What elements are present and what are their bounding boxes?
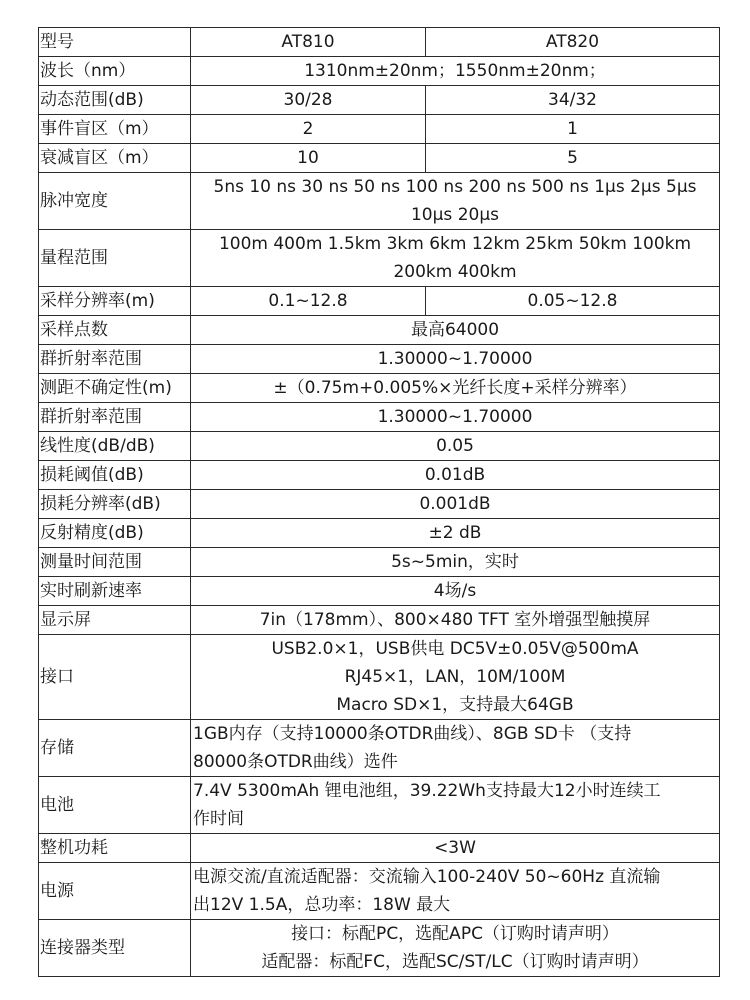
- value-line: USB2.0×1，USB供电 DC5V±0.05V@500mA: [271, 639, 639, 659]
- row-label: 接口: [39, 635, 191, 720]
- cell-value: 1.30000~1.70000: [191, 403, 720, 432]
- row-display: [39, 606, 720, 635]
- cell-at810: 0.1~12.8: [191, 287, 426, 316]
- row-label: 存储: [39, 720, 191, 777]
- value-line: 7.4V 5300mAh 锂电池组，39.22Wh支持最大12小时连续工: [193, 781, 661, 801]
- row-label: 测距不确定性(m): [39, 374, 191, 403]
- cell-value: <3W: [191, 834, 720, 863]
- row-label: 反射精度(dB): [39, 519, 191, 548]
- row-label: 整机功耗: [39, 834, 191, 863]
- row-label: 衰减盲区（m）: [39, 144, 191, 173]
- row-label: 损耗分辨率(dB): [39, 490, 191, 519]
- row-group-index: [39, 345, 720, 374]
- row-label: 脉冲宽度: [39, 173, 191, 230]
- row-label: 事件盲区（m）: [39, 115, 191, 144]
- cell-at820: 34/32: [426, 86, 720, 115]
- value-line: 接口：标配PC，选配APC（订购时请声明）: [291, 924, 619, 944]
- row-loss-resolution: [39, 490, 720, 519]
- value-line: RJ45×1，LAN，10M/100M: [344, 667, 566, 687]
- row-label: 测量时间范围: [39, 548, 191, 577]
- cell-value: 0.01dB: [191, 461, 720, 490]
- cell-at810: 30/28: [191, 86, 426, 115]
- row-model: [39, 28, 720, 57]
- row-refresh-rate: [39, 577, 720, 606]
- cell-value: [191, 863, 720, 920]
- cell-value: 最高64000: [191, 316, 720, 345]
- cell-value: ±2 dB: [191, 519, 720, 548]
- cell-value: ±（0.75m+0.005%×光纤长度+采样分辨率）: [191, 374, 720, 403]
- row-storage: [39, 720, 720, 777]
- value-line: 作时间: [193, 809, 244, 829]
- row-sampling-points: [39, 316, 720, 345]
- row-label: 量程范围: [39, 230, 191, 287]
- cell-value: [191, 720, 720, 777]
- row-label: 型号: [39, 28, 191, 57]
- value-line: 10μs 20μs: [410, 205, 499, 225]
- cell-value: 0.05: [191, 432, 720, 461]
- row-battery: [39, 777, 720, 834]
- cell-value: [191, 230, 720, 287]
- cell-value: [191, 635, 720, 720]
- cell-value: 4场/s: [191, 577, 720, 606]
- row-label: 损耗阈值(dB): [39, 461, 191, 490]
- value-line: 出12V 1.5A，总功率：18W 最大: [193, 895, 451, 915]
- value-line: 200km 400km: [393, 262, 517, 282]
- row-label: 群折射率范围: [39, 403, 191, 432]
- cell-at820: 5: [426, 144, 720, 173]
- row-loss-threshold: [39, 461, 720, 490]
- spec-table: [38, 27, 720, 977]
- row-pulse-width: [39, 173, 720, 230]
- row-wavelength: [39, 57, 720, 86]
- row-reflection-accuracy: [39, 519, 720, 548]
- value-line: 电源交流/直流适配器：交流输入100-240V 50~60Hz 直流输: [193, 867, 661, 887]
- row-range: [39, 230, 720, 287]
- value-line: 适配器：标配FC，选配SC/ST/LC（订购时请声明）: [261, 952, 649, 972]
- cell-value: 1.30000~1.70000: [191, 345, 720, 374]
- cell-value: 7in（178mm）、800×480 TFT 室外增强型触摸屏: [191, 606, 720, 635]
- row-dynamic-range: [39, 86, 720, 115]
- cell-at810: 2: [191, 115, 426, 144]
- cell-value: 1310nm±20nm；1550nm±20nm；: [191, 57, 720, 86]
- row-label: 波长（nm）: [39, 57, 191, 86]
- cell-value: [191, 777, 720, 834]
- cell-value: [191, 173, 720, 230]
- row-label: 显示屏: [39, 606, 191, 635]
- row-power-supply: [39, 863, 720, 920]
- row-label: 采样点数: [39, 316, 191, 345]
- row-connector-type: [39, 920, 720, 977]
- row-event-dead-zone: [39, 115, 720, 144]
- row-label: 动态范围(dB): [39, 86, 191, 115]
- row-label: 连接器类型: [39, 920, 191, 977]
- row-sampling-resolution: [39, 287, 720, 316]
- value-line: 5ns 10 ns 30 ns 50 ns 100 ns 200 ns 500 ns 1μs 2μs 5μs: [213, 177, 697, 197]
- cell-at810: 10: [191, 144, 426, 173]
- row-label: 电源: [39, 863, 191, 920]
- row-attenuation-dead-zone: [39, 144, 720, 173]
- value-line: 1GB内存（支持10000条OTDR曲线）、8GB SD卡 （支持: [193, 724, 632, 744]
- row-distance-uncertainty: [39, 374, 720, 403]
- row-power-consumption: [39, 834, 720, 863]
- row-label: 群折射率范围: [39, 345, 191, 374]
- row-linearity: [39, 432, 720, 461]
- row-label: 实时刷新速率: [39, 577, 191, 606]
- row-label: 电池: [39, 777, 191, 834]
- cell-at820: AT820: [426, 28, 720, 57]
- value-line: Macro SD×1，支持最大64GB: [336, 695, 574, 715]
- cell-at810: AT810: [191, 28, 426, 57]
- value-line: 100m 400m 1.5km 3km 6km 12km 25km 50km 100km: [218, 234, 692, 254]
- row-measurement-time: [39, 548, 720, 577]
- row-interfaces: [39, 635, 720, 720]
- cell-at820: 1: [426, 115, 720, 144]
- value-line: 80000条OTDR曲线）选件: [193, 752, 398, 772]
- row-label: 采样分辨率(m): [39, 287, 191, 316]
- cell-value: 0.001dB: [191, 490, 720, 519]
- cell-value: 5s~5min，实时: [191, 548, 720, 577]
- cell-value: [191, 920, 720, 977]
- row-label: 线性度(dB/dB): [39, 432, 191, 461]
- row-group-index-2: [39, 403, 720, 432]
- cell-at820: 0.05~12.8: [426, 287, 720, 316]
